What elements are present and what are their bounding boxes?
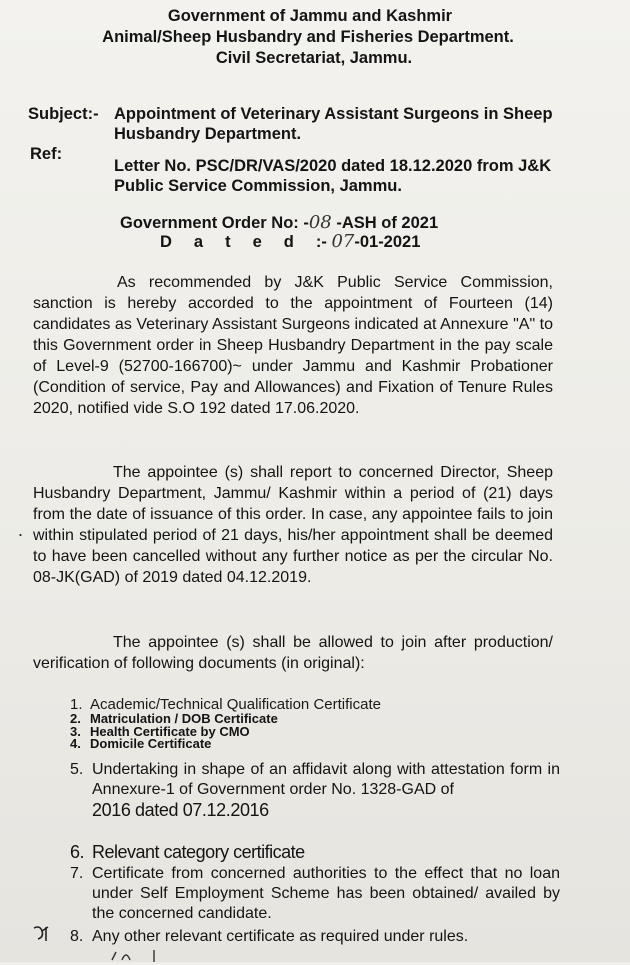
- letterhead: [0, 6, 630, 69]
- bottom-scribble: [110, 948, 170, 965]
- order-suffix: -ASH of 2021: [331, 214, 439, 232]
- list-item: 1. Academic/Technical Qualification Certificate: [70, 696, 381, 713]
- reference-label: Ref:: [30, 145, 63, 163]
- margin-dot: .: [18, 520, 24, 540]
- reference-text: Letter No. PSC/DR/VAS/2020 dated 18.12.2020 from J&K Public Service Commission, Jammu.: [114, 157, 552, 195]
- order-number-handwritten: 08: [308, 212, 332, 233]
- scribble-icon: [110, 948, 170, 962]
- list-item: 6. Relevant category certificate: [70, 842, 305, 862]
- list-item: 5. Undertaking in shape of an affidavit along with attestation form in Annexure-1 of Government order No. 1328-GAD of 2016 dated 07.12.2016: [70, 761, 560, 820]
- dated-rest: -01-2021: [354, 233, 421, 251]
- letterhead-secretariat: Civil Secretariat, Jammu.: [215, 49, 413, 67]
- handwritten-margin-mark: [32, 923, 52, 948]
- documents-list-short: [70, 697, 510, 751]
- order-number: [120, 213, 438, 233]
- paragraph-documents-intro: The appointee (s) shall be allowed to join after production/ verification of following documents (in original):: [33, 634, 553, 672]
- paragraph-sanction: As recommended by J&K Public Service Commission, sanction is hereby accorded to the appointment of Fourteen (14) candidates as Veterinary Assistant Surgeons indicated at Annexure "A" to this Government order in Sheep Husbandry Department in the pay scale of Level-9 (52700-166700)~ under Jammu and Kashmir Probationer (Condition of service, Pay and Allowances) and Fixation of Tenure Rules 2020, notified vide S.O 192 dated 17.06.2020.: [33, 274, 553, 417]
- order-date: [160, 232, 420, 252]
- paragraph-reporting: The appointee (s) shall report to concerned Director, Sheep Husbandry Department, Jammu/ Kashmir within a period of (21) days from the date of issuance of this order. In case, any appointee fails to join within stipulated period of 21 days, his/her appointment shall be deemed to have been cancelled without any further notice as per the circular No. 08-JK(GAD) of 2019 dated 04.12.2019.: [33, 464, 553, 586]
- list-item: 2. Matriculation / DOB Certificate: [70, 711, 278, 726]
- subject-text: Appointment of Veterinary Assistant Surgeons in Sheep Husbandry Department.: [114, 105, 553, 143]
- list-item: 4. Domicile Certificate: [70, 736, 212, 751]
- list-item: 3. Health Certificate by CMO: [70, 723, 250, 739]
- subject-label: Subject:-: [28, 105, 99, 123]
- letterhead-government: Government of Jammu and Kashmir: [167, 7, 453, 25]
- dated-separator: :-: [315, 233, 327, 251]
- dated-day-handwritten: 07: [331, 231, 355, 252]
- order-prefix: Government Order No: -: [120, 214, 309, 232]
- letterhead-department: Animal/Sheep Husbandry and Fisheries Department.: [102, 28, 514, 46]
- handwritten-mark-icon: [32, 923, 52, 943]
- dated-label: Dated: [160, 233, 316, 251]
- list-item: 7. Certificate from concerned authorities to the effect that no loan under Self Employment Scheme has been obtained/ availed by the concerned candidate.: [70, 865, 560, 922]
- list-item: 8. Any other relevant certificate as required under rules.: [70, 928, 469, 945]
